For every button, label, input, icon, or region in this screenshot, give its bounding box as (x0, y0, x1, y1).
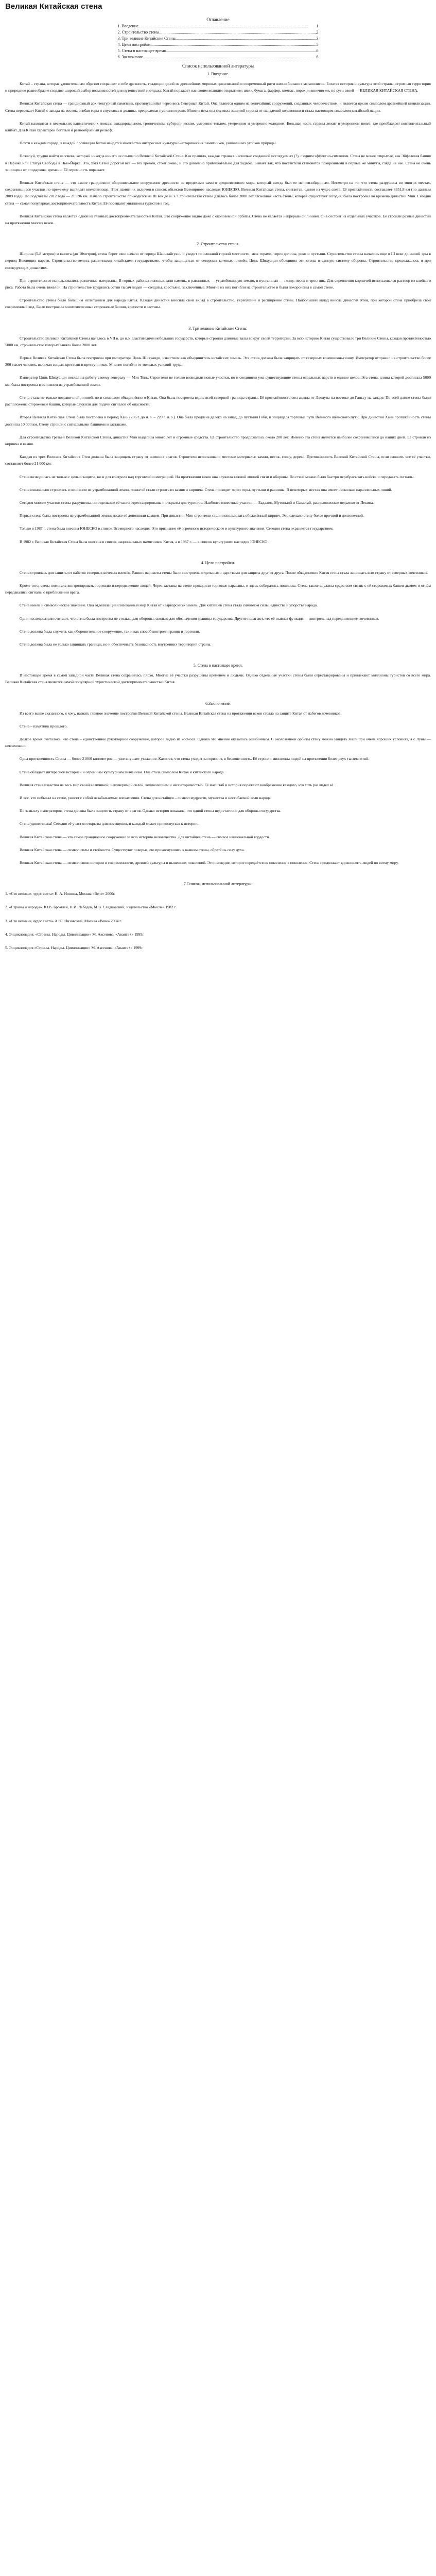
paragraph: Стена удивительна! Сегодня её участки открыты для посещения, и каждый может прикоснуться к истории. (20, 821, 199, 826)
bibliography-entry: 3. «Сто великих чудес света» А.Ю. Низовский, Москва «Вече» 2004 г. (5, 918, 122, 923)
paragraph: Из всего выше сказанного, я хочу, назвать главное значение постройки Великой Китайской стены. Великая Китайская стена на протяжении веков стояла на защите Китая от набегов кочевников. (20, 710, 342, 716)
section-heading: 4. Цели постройки. (201, 560, 235, 565)
paragraph: Ширина (5-8 метров) и высота (до 10метров), стена берет свое начало от города Шаньхайгуань и уходит по сложной горной местности, меж горами, через долины, реки и пустыни. Строительство стены началось еще в III веке до нашей эры в период Воюющих царств. Строительство велось различными китайскими государствами, чтобы защищаться от северных кочевых племён. Цинь Шихуанди объединил эти стены в единую систему обороны. Строительство продолжалось и при последующих династиях. (5, 251, 431, 270)
toc-item[interactable] (118, 48, 319, 54)
toc-bibliography-link[interactable]: Список использованной литературы (182, 63, 254, 69)
bibliography-entry: 4. Энциклопедия. «Страны. Народы. Цивилизации» М. Аксенова, «Аванта+» 1999г. (5, 931, 145, 937)
toc-heading: Оглавление (206, 17, 230, 22)
paragraph: Строительство Великой Китайской Стены началось в VII в. до н.э. властителями небольших государств, которые строили длинные валы вокруг своей территории. За всю историю Китая существовало три Великие Стены, каждая протяжённостью 5000 км, строительство которых заняло более 2000 лет. (5, 335, 431, 347)
bibliography-entry: 1. «Сто великих чудес света» Н. А. Ионина, Москва «Вече» 2000г. (5, 891, 115, 896)
paragraph: Император Цинь Шихуанди послал на работу своему генералу — Мэн Тянь. Строители не только возводили новые участки, но и соединяли уже существующие стены отдельных царств в единое целое. Эта стена, длина которой достигала 5000 км, была построена в основном из утрамбованной земли. (5, 375, 431, 387)
toc-item-page: 6 (316, 48, 319, 53)
paragraph: Великая Китайская стена — символ силы и стойкости. Существуют поверья, что прикоснувшись к камням стены, обретёшь силу духа. (20, 847, 245, 852)
paragraph: Строительство стены было большим испытанием для народа Китая. Каждая династия вносила свой вклад в строительство, укрепление и расширение стены. Наибольший вклад внесла династия Мин, при которой стена приобрела свой современный вид. Были построены многочисленные сторожевые башни, крепости и заставы. (5, 298, 431, 310)
toc-item-page: 1 (316, 24, 319, 28)
table-of-contents (118, 23, 319, 60)
paragraph: В 1982 г. Великая Китайская Стена была внесена в список национальных памятников Китая, а в 1987 г. — в список культурного наследия ЮНЕСКО. (20, 539, 269, 544)
paragraph: Великая Китайская стена — это самое грандиозное сооружение за всю историю человечества. Для китайцев стена — символ национальной гордости. (20, 834, 270, 839)
paragraph: Стена стала не только пограничной линией, но и символом объединённого Китая. Она была построена вдоль всей северной границы страны. Её протяжённость составляла от Ляодуна на востоке до Ганьсу на западе. По всей длине стены были расположены сторожевые башни, которые служили для подачи сигналов об опасности. (5, 395, 431, 407)
paragraph: Одни исследователи считают, что стена была построена не столько для обороны, сколько для обозначения границы государства. Другие полагают, что её главная функция — контроль над передвижением кочевников. (20, 616, 379, 621)
toc-item-page: 6 (316, 55, 319, 59)
section-heading: 3. Три великие Китайские Стены. (188, 326, 248, 331)
paragraph: Стена – памятник прошлого. (20, 723, 68, 728)
paragraph: Пожалуй, трудно найти человека, который никогда ничего не слышал о Великой Китайской Стене. Как правило, каждая страна в несколько созданной исследуемых (?), с одним эффектно-символом. Стена не менее открытые, как Эйфелевая башня в Париже или Статуя Свободы в Нью-Йорке. Это, хотя Стена дорогой все — тех времён, стоит очень, и это довольно привлекательно для ходьбы. Бывает так, что посетители становятся покорёнными в первые же минуты, глядя на нее. Стена не очень защищена от «подарков» времени. Её огромность поражает. (5, 154, 431, 172)
toc-item-page: 5 (316, 42, 319, 47)
toc-leader-dots (176, 36, 317, 42)
toc-item[interactable] (118, 29, 319, 36)
paragraph: И все, кто побывал на стене, уносят с собой незабываемые впечатления. Стена для китайцев – символ мудрости, мужества и несгибаемой воли народа. (20, 795, 272, 800)
paragraph: Великая Китайская стена является одной из главных достопримечательностей Китая. Это сооружение видно даже с околоземной орбиты. Стена не является непрерывной линией. Она состоит из отдельных участков. Её строили разные династии на протяжении многих веков. (5, 213, 431, 226)
document (0, 2, 436, 968)
toc-item[interactable] (118, 54, 319, 60)
document-title: Великая Китайская стена (5, 2, 102, 11)
sections-container (5, 72, 431, 886)
toc-item-label: 1. Введение (117, 24, 138, 28)
section-heading: 2. Строительство стены. (197, 242, 239, 247)
section-heading: 5. Стена в настоящее время. (193, 663, 243, 668)
paragraph: Стена возводилась не только с целью защиты, но и для контроля над торговлей и миграцией. На протяжении веков она служила важной линией связи и обороны. По стене можно было быстро перебрасывать войска и передавать сигналы. (20, 474, 415, 479)
bibliography-entry: 5. Энциклопедия «Страны. Народы. Цивилизации» М. Аксенова, «Аванта+» 1999г. (5, 945, 144, 951)
paragraph: Для строительства третьей Великой Китайской Стены, династия Мин выделила много лет и огромные средства. Её строительство продолжалось около 200 лет. Именно эта стена является наиболее сохранившейся до наших дней. Её строили из кирпича и камня. (5, 434, 431, 446)
paragraph: Сегодня многие участки стены разрушены, но отдельные её части отреставрированы и открыты для туристов. Наиболее известные участки — Бадалин, Мутяньюй и Сыматай, расположенные недалеко от Пекина. (20, 500, 374, 505)
toc-item-label: 2. Строительство стены (117, 30, 160, 35)
paragraph: Кроме того, стена помогала контролировать торговлю и передвижение людей. Через заставы на стене проходили торговые караваны, и здесь собирались пошлины. Стена также служила средством связи: с её сторожевых башен дымом и огнём передавались сигналы о приближении врага. (5, 583, 431, 595)
toc-item-label: 3. Три великие Китайские Стены (117, 36, 176, 41)
toc-leader-dots (166, 48, 316, 54)
toc-item-page: 2 (316, 30, 319, 35)
paragraph: Первая стена была построена из утрамбованной земли; позже её дополняли камнем. При династии Мин строители стали использовать обожжённый кирпич. Это сделало стену более прочной и долговечной. (20, 513, 364, 518)
bibliography-list (5, 890, 431, 951)
paragraph: В настоящее время в самой западной части Великая стена сохранилась плохо. Многие её участки разрушены временем и людьми. Однако отдельные участки стены были отреставрированы и привлекают миллионы туристов со всего мира. Великая Китайская стена является самой популярной туристической достопримечательностью Китая. (5, 673, 431, 685)
paragraph: Стена обладает интересной историей и огромным культурным значением. Она стала символом Китая и китайского народа. (20, 769, 225, 774)
paragraph: Китай находится в нескольких климатических поясах: эквадориальном, тропическом, субтропическом, умеренно-теплом, умеренном и умеренно-холодном. Большая часть страны лежит в умеренном поясе; где преобладает континентальный климат. Для Китая характерен богатый и разнообразный рельеф. (5, 121, 431, 133)
section-heading: 1. Введение. (207, 72, 229, 76)
paragraph: Стена строилась для защиты от набегов северных кочевых племён. Ранние варианты стены были построены отдельными царствами для защиты друг от друга. После объединения Китая стена стала защищать всю страну от северных кочевников. (20, 570, 428, 575)
toc-leader-dots (143, 54, 316, 60)
toc-leader-dots (159, 29, 316, 36)
toc-leader-dots (150, 42, 316, 48)
paragraph: Стена изначально строилась в основном из утрамбованной земли, позже её стали строить из камня и кирпича. Стена проходит через горы, пустыни и равнины. В некоторых местах она имеет несколько параллельных линий. (20, 487, 392, 492)
toc-item[interactable] (118, 42, 319, 48)
toc-leader-dots (138, 23, 317, 29)
paragraph: Только в 1987 г. стена была внесена ЮНЕСКО в список Всемирного наследия. Это признание её огромного исторического и культурного значения. Сегодня стена охраняется государством. (20, 526, 334, 531)
toc-item[interactable] (118, 23, 319, 29)
paragraph: Первая Великая Китайская Стена была построена при императоре Цинь Шихуанди, известном как объединитель китайских земель. Эта стена должна была защищать от северных кочевников-сюнну. Император отправил на строительство более 300 тысяч человек, включая солдат, крестьян и преступников. Многие погибли от тяжелых условий труда. (5, 355, 431, 367)
paragraph: Почти в каждом городе, в каждой провинции Китая найдется множество интересных культурно-исторических памятников, уникальных уголков природы. (20, 141, 277, 146)
paragraph: Стена должна была служить как оборонительное сооружение, так и как способ контроля границ и торговли. (20, 629, 200, 634)
paragraph: Долгое время считалось, что стена – единственное рукотворное сооружение, которое видно из космоса. Однако это мнение оказалось ошибочным. С околоземной орбиты стену можно увидеть лишь при очень хороших условиях, а с Луны — невозможно. (5, 736, 431, 749)
bibliography-entry: 2. «Страны и народы». Ю.В. Бромлей, Н.И. Лебедев, М.В. Сладковский, издательство «Мысль» 1982 г. (5, 905, 177, 910)
paragraph: Одна протяженность Стены — более 21000 километров — уже внушает уважение. Кажется, что стена уходит за горизонт, в бесконечность. Её строили миллионы людей на протяжении более двух тысячелетий. (20, 756, 370, 761)
paragraph: Великая Китайская стена — это самое грандиозное оборонительное сооружение древности за пределами самого средневекового мира, который всегда был ее непревзойденным. Несмотря на то, что стена разрушена во многих местах, сохранившиеся участки по-прежнему выглядят впечатляюще. Этот памятник включен в список объектов Всемирного наследия ЮНЕСКО. Великая Китайская стена, считается, одним из чудес света. Её протяжённость составляет 8851,8 км (по данным 2009 года). По подсчётам 2012 года — 21 196 км. Начало строительства приходится на III век до н. э. Строительство стены длилось более 2000 лет. Основная часть стены, которая существует сегодня, была построена во времена династии Мин. Сегодня стена — самая популярная достопримечательность Китая. Её посещают миллионы туристов в год. (5, 180, 431, 206)
paragraph: Великая Китайская стена — грандиозный архитектурный памятник, протянувшийся через весь Северный Китай. Она является одним из величайших сооружений, созданных человечеством, и является ярким символом древнейшей цивилизации. Стена пересекает Китай с запада на восток, огибая горы и спускаясь в долины, преодолевая пустыни и реки. Многие века она служила защитой страны от нападений кочевников и стала настоящим символом китайской нации. (5, 101, 431, 113)
paragraph: Великая стена известна на весь мир своей величиной, неизмеримой силой, великолепием и неповторимостью. Её масштаб и история поражают воображение каждого, кто хоть раз видел её. (20, 782, 335, 787)
paragraph: Стена должна была не только защищать границы, но и обеспечивать безопасность внутренних территорий страны. (20, 641, 212, 647)
toc-item-label: 5. Стена в настоящее время (117, 48, 166, 53)
paragraph: Китай – страна, которая удивительным образом сохраняет в себе древность, традиции одной из древнейших мировых цивилизаций и современный ритм жизни больших мегаполисов. Богатая история и культура этой страны, огромная территория и природное разнообразие создают широкий выбор возможностей для путешествий и отдыха. Китай поражает нас своим великим открытием: шелк, бумага, фарфор, компас, порох, и конечно же, по сути своей — ВЕЛИКАЯ КИТАЙСКАЯ СТЕНА. (5, 81, 431, 93)
toc-item-label: 4. Цели постройки (117, 42, 151, 47)
paragraph: Стена имела и символическое значение. Она отделяла цивилизованный мир Китая от «варварских» земель. Для китайцев стена стала символом силы, единства и упорства народа. (20, 603, 318, 608)
paragraph: Великая Китайская стена — символ связи истории и современности, древней культуры и нынешних поколений. Это наследие, которое передаётся из поколения в поколение. Стена продолжает вдохновлять людей по всему миру. (20, 860, 399, 865)
paragraph: Каждая из трех Великих Китайских Стен должна была защищать страну от внешних врагов. Строители использовали местные материалы: камни, песок, глину, дерево. Протяжённость Великой Китайской Стены, если сложить все её участки, составляет более 21 000 км. (5, 454, 431, 466)
section-heading: 7.Список, использованной литературы. (183, 882, 253, 887)
paragraph: По замыслу императоров, стена должна была защитить страну от врагов. Однако история показала, что одной стены недостаточно для обороны государства. (20, 808, 282, 814)
paragraph: При строительстве использовались различные материалы. В горных районах использовали камень, в равнинных — утрамбованную землю, в пустынных — глину, песок и тростник. Для скрепления кирпичей использовался раствор из клейкого риса. Работа была очень тяжелой. На строительстве трудились сотни тысяч людей — солдаты, крестьяне, заключённые. Многие из них погибли на строительстве и были похоронены в самой стене. (5, 278, 431, 290)
section-heading: 6.Заключение. (205, 701, 231, 706)
paragraph: Вторая Великая Китайская Стена была построена в период Хань (206 г. до н. э. – 220 г. н. э.). Она была продлена далеко на запад, до пустыни Гоби, и защищала торговые пути Великого шёлкового пути. При династии Хань протяжённость стены достигла 10 000 км. Стену строили с сигнальными башнями и заставами. (5, 415, 431, 427)
toc-item[interactable] (118, 36, 319, 42)
toc-item-page: 3 (316, 36, 319, 41)
toc-item-label: 6. Заключение (117, 55, 143, 59)
